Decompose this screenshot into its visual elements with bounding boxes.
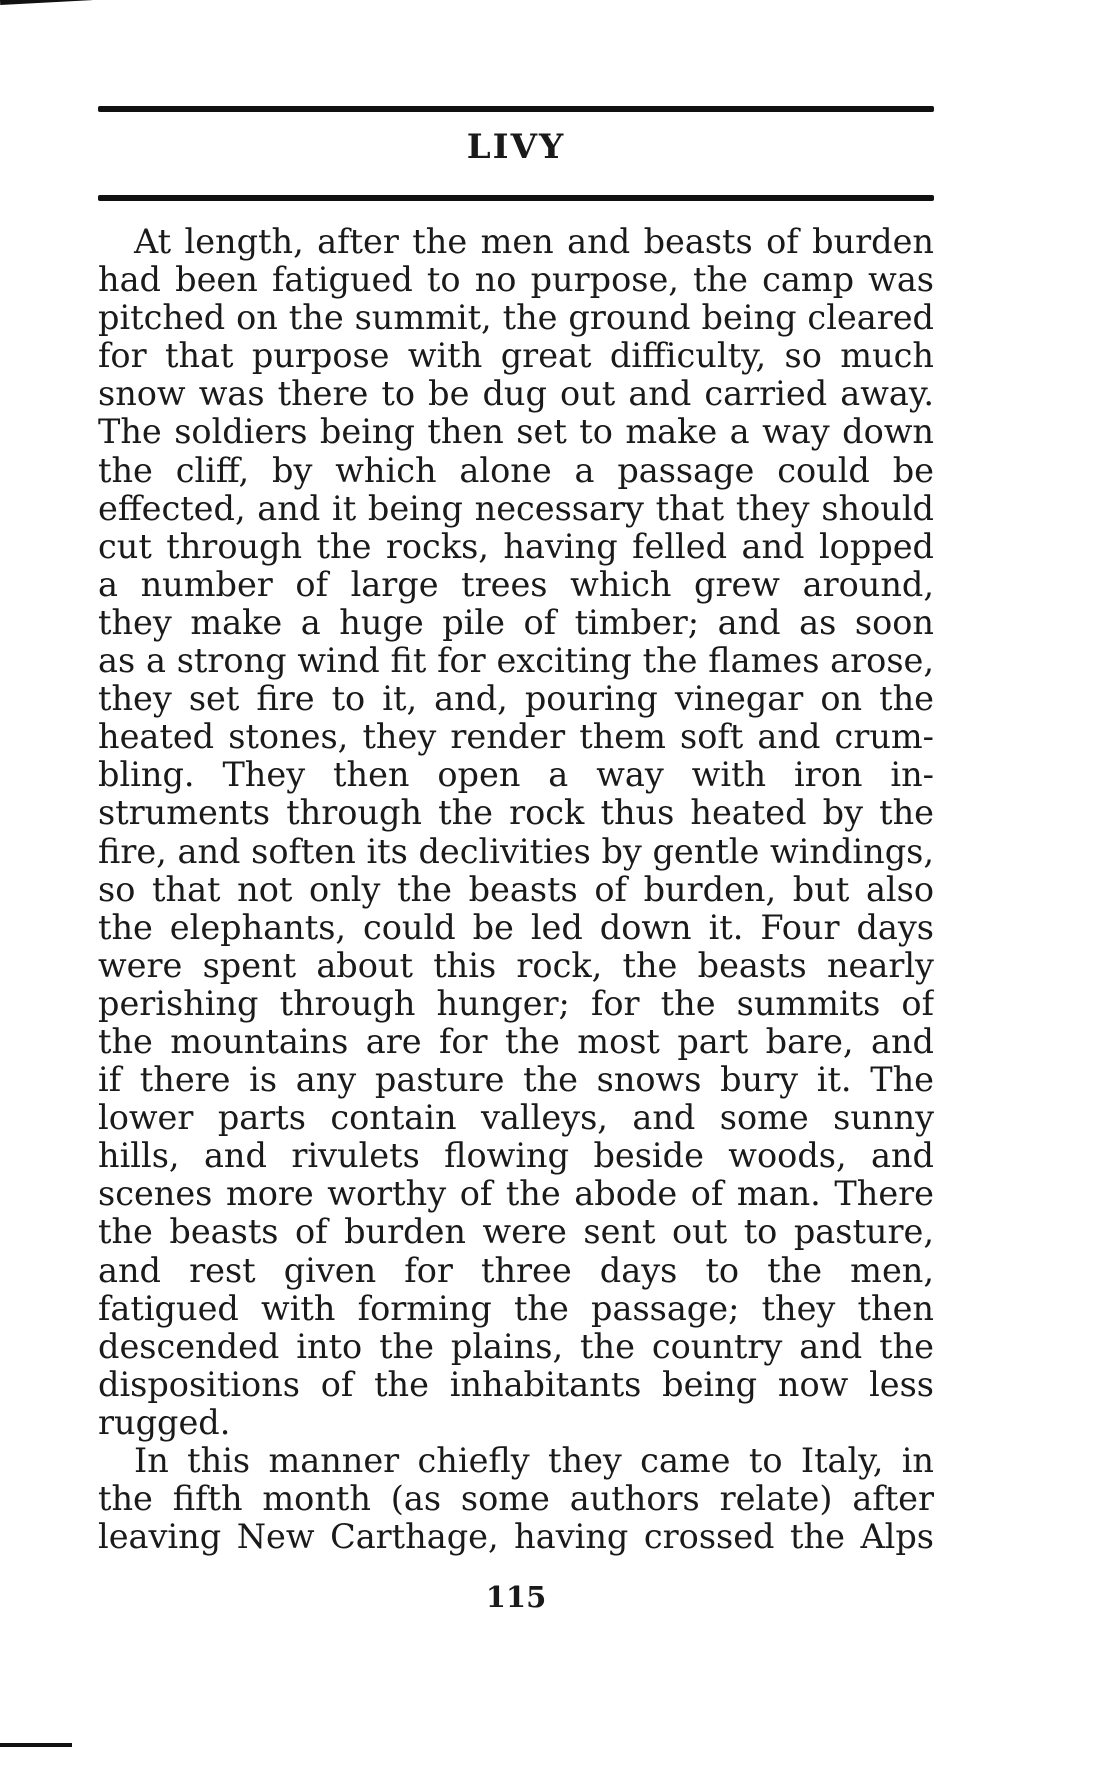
text-line: were spent about this rock, the beasts nearly xyxy=(98,946,934,985)
text-line: the mountains are for the most part bare, and xyxy=(98,1022,934,1061)
text-line: At length, after the men and beasts of burden xyxy=(134,223,934,261)
text-line: dispositions of the inhabitants being now less xyxy=(98,1365,934,1404)
text-line: they make a huge pile of timber; and as soon xyxy=(98,603,934,642)
text-line: perishing through hunger; for the summits of xyxy=(98,984,934,1023)
text-line: heated stones, they render them soft and crum- xyxy=(98,718,934,757)
text-line: and rest given for three days to the men, xyxy=(98,1251,934,1290)
text-line: they set fire to it, and, pouring vinegar on the xyxy=(98,680,934,719)
text-line: snow was there to be dug out and carried away. xyxy=(98,375,934,414)
text-line: if there is any pasture the snows bury it. The xyxy=(98,1061,934,1100)
body-text xyxy=(98,223,934,1556)
text-line: the elephants, could be led down it. Four days xyxy=(98,908,934,947)
page-number: 115 xyxy=(485,1580,547,1614)
header-rule-bottom xyxy=(98,195,934,201)
scan-edge-mark-top xyxy=(0,0,92,5)
text-line: cut through the rocks, having felled and lopped xyxy=(98,527,934,566)
text-line: had been fatigued to no purpose, the camp was xyxy=(98,261,934,300)
text-line: rugged. xyxy=(98,1403,231,1442)
text-line: for that purpose with great difficulty, so much xyxy=(98,337,934,376)
text-line: struments through the rock thus heated by the xyxy=(98,794,934,833)
text-line: a number of large trees which grew around, xyxy=(98,565,934,604)
text-line: the fifth month (as some authors relate) after xyxy=(98,1480,934,1519)
text-line: scenes more worthy of the abode of man. There xyxy=(98,1175,934,1214)
text-line: the cliff, by which alone a passage could be xyxy=(98,451,934,490)
text-line: bling. They then open a way with iron in- xyxy=(98,756,934,795)
text-line: hills, and rivulets flowing beside woods, and xyxy=(98,1137,934,1176)
header-rule-top xyxy=(98,106,934,112)
text-line: In this manner chiefly they came to Italy, in xyxy=(134,1442,934,1480)
text-line: the beasts of burden were sent out to pasture, xyxy=(98,1213,934,1252)
text-line: pitched on the summit, the ground being cleared xyxy=(98,299,934,338)
text-line: fatigued with forming the passage; they then xyxy=(98,1289,934,1328)
text-line: descended into the plains, the country and the xyxy=(98,1327,934,1366)
text-line: fire, and soften its declivities by gentle windings, xyxy=(98,832,934,871)
text-line: so that not only the beasts of burden, but also xyxy=(98,870,934,909)
scan-edge-mark-bottom xyxy=(0,1743,72,1747)
text-line: as a strong wind fit for exciting the flames arose, xyxy=(98,642,934,681)
text-line: The soldiers being then set to make a way down xyxy=(98,413,934,452)
running-head: LIVY xyxy=(466,127,566,167)
text-line: leaving New Carthage, having crossed the Alps xyxy=(98,1518,934,1557)
text-line: effected, and it being necessary that they should xyxy=(98,489,934,528)
text-line: lower parts contain valleys, and some sunny xyxy=(98,1099,934,1138)
